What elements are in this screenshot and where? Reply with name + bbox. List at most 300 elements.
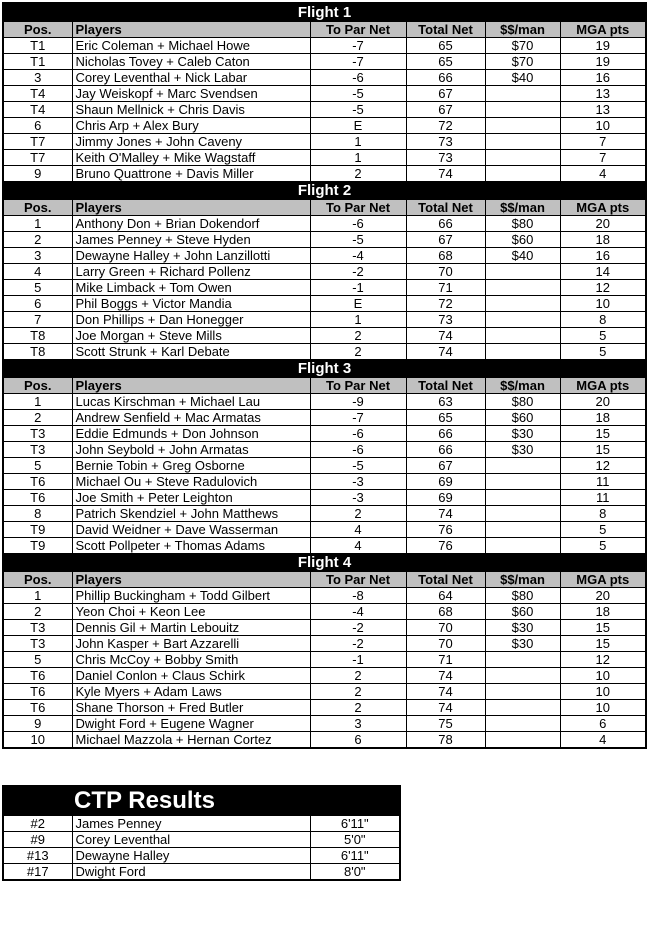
cell-pos: 9 — [3, 166, 72, 182]
cell-to_par: 2 — [310, 328, 406, 344]
cell-players: Dennis Gil + Martin Lebouitz — [72, 620, 310, 636]
column-header-row — [3, 22, 646, 38]
cell-money — [485, 668, 560, 684]
ctp-header-row — [3, 786, 400, 816]
cell-players: Keith O'Malley + Mike Wagstaff — [72, 150, 310, 166]
ctp-cell-distance: 5'0" — [310, 832, 400, 848]
cell-players: Jay Weiskopf + Marc Svendsen — [72, 86, 310, 102]
column-header-to_par: To Par Net — [310, 572, 406, 588]
cell-to_par: -5 — [310, 86, 406, 102]
cell-mga: 6 — [560, 716, 646, 732]
cell-to_par: -9 — [310, 394, 406, 410]
cell-players: Eddie Edmunds + Don Johnson — [72, 426, 310, 442]
cell-total: 74 — [406, 344, 485, 360]
ctp-cell-player: Dwight Ford — [72, 864, 310, 881]
cell-mga: 11 — [560, 490, 646, 506]
ctp-cell-hole: #2 — [3, 816, 72, 832]
cell-money — [485, 522, 560, 538]
result-row — [3, 248, 646, 264]
column-header-pos: Pos. — [3, 378, 72, 394]
cell-pos: 5 — [3, 280, 72, 296]
result-row — [3, 38, 646, 54]
ctp-row — [3, 848, 400, 864]
column-header-mga: MGA pts — [560, 378, 646, 394]
cell-players: Phillip Buckingham + Todd Gilbert — [72, 588, 310, 604]
cell-pos: T1 — [3, 38, 72, 54]
cell-players: Anthony Don + Brian Dokendorf — [72, 216, 310, 232]
cell-pos: T7 — [3, 134, 72, 150]
cell-pos: T8 — [3, 344, 72, 360]
result-row — [3, 458, 646, 474]
result-row — [3, 604, 646, 620]
result-row — [3, 474, 646, 490]
column-header-row — [3, 572, 646, 588]
cell-to_par: 2 — [310, 684, 406, 700]
cell-mga: 15 — [560, 442, 646, 458]
column-header-players: Players — [72, 378, 310, 394]
cell-money — [485, 344, 560, 360]
cell-pos: T6 — [3, 668, 72, 684]
cell-money — [485, 264, 560, 280]
cell-to_par: -1 — [310, 280, 406, 296]
cell-total: 70 — [406, 264, 485, 280]
cell-pos: T6 — [3, 700, 72, 716]
flight-section-row — [3, 3, 646, 22]
cell-mga: 11 — [560, 474, 646, 490]
cell-mga: 10 — [560, 118, 646, 134]
cell-mga: 15 — [560, 636, 646, 652]
column-header-players: Players — [72, 572, 310, 588]
cell-money: $30 — [485, 636, 560, 652]
cell-total: 70 — [406, 636, 485, 652]
cell-pos: 10 — [3, 732, 72, 749]
cell-to_par: 2 — [310, 700, 406, 716]
column-header-mga: MGA pts — [560, 200, 646, 216]
cell-mga: 20 — [560, 588, 646, 604]
cell-total: 66 — [406, 70, 485, 86]
cell-mga: 5 — [560, 344, 646, 360]
cell-mga: 10 — [560, 668, 646, 684]
flight-title: Flight 3 — [3, 360, 646, 378]
ctp-row — [3, 816, 400, 832]
cell-to_par: -6 — [310, 426, 406, 442]
cell-money: $80 — [485, 216, 560, 232]
cell-total: 66 — [406, 216, 485, 232]
column-header-pos: Pos. — [3, 200, 72, 216]
cell-players: Kyle Myers + Adam Laws — [72, 684, 310, 700]
cell-mga: 4 — [560, 166, 646, 182]
cell-money — [485, 166, 560, 182]
cell-pos: T8 — [3, 328, 72, 344]
cell-total: 76 — [406, 538, 485, 554]
result-row — [3, 264, 646, 280]
ctp-cell-player: Dewayne Halley — [72, 848, 310, 864]
flight-section-row — [3, 360, 646, 378]
cell-money: $60 — [485, 604, 560, 620]
cell-pos: 3 — [3, 70, 72, 86]
column-header-players: Players — [72, 200, 310, 216]
cell-to_par: -7 — [310, 54, 406, 70]
result-row — [3, 166, 646, 182]
flight-title: Flight 4 — [3, 554, 646, 572]
result-row — [3, 506, 646, 522]
cell-pos: T6 — [3, 490, 72, 506]
cell-pos: T3 — [3, 636, 72, 652]
cell-total: 65 — [406, 54, 485, 70]
flights-table-body — [3, 3, 646, 748]
result-row — [3, 312, 646, 328]
cell-players: Daniel Conlon + Claus Schirk — [72, 668, 310, 684]
cell-mga: 4 — [560, 732, 646, 749]
cell-pos: 5 — [3, 652, 72, 668]
cell-mga: 19 — [560, 38, 646, 54]
cell-players: Shane Thorson + Fred Butler — [72, 700, 310, 716]
cell-pos: 4 — [3, 264, 72, 280]
result-row — [3, 54, 646, 70]
cell-pos: T9 — [3, 522, 72, 538]
column-header-pos: Pos. — [3, 572, 72, 588]
cell-money: $30 — [485, 426, 560, 442]
ctp-cell-player: Corey Leventhal — [72, 832, 310, 848]
cell-mga: 18 — [560, 604, 646, 620]
cell-total: 76 — [406, 522, 485, 538]
cell-total: 68 — [406, 248, 485, 264]
result-row — [3, 652, 646, 668]
cell-pos: 1 — [3, 394, 72, 410]
cell-total: 64 — [406, 588, 485, 604]
cell-total: 74 — [406, 700, 485, 716]
result-row — [3, 716, 646, 732]
ctp-cell-hole: #17 — [3, 864, 72, 881]
cell-money: $60 — [485, 410, 560, 426]
cell-total: 74 — [406, 328, 485, 344]
cell-money — [485, 458, 560, 474]
cell-money: $40 — [485, 70, 560, 86]
cell-mga: 5 — [560, 328, 646, 344]
ctp-cell-distance: 6'11" — [310, 816, 400, 832]
cell-to_par: E — [310, 296, 406, 312]
cell-total: 67 — [406, 458, 485, 474]
cell-total: 65 — [406, 410, 485, 426]
cell-pos: 2 — [3, 604, 72, 620]
cell-pos: T9 — [3, 538, 72, 554]
column-header-total: Total Net — [406, 22, 485, 38]
cell-total: 70 — [406, 620, 485, 636]
cell-pos: 1 — [3, 216, 72, 232]
column-header-row — [3, 378, 646, 394]
cell-money — [485, 296, 560, 312]
cell-mga: 18 — [560, 410, 646, 426]
cell-players: Andrew Senfield + Mac Armatas — [72, 410, 310, 426]
cell-total: 73 — [406, 134, 485, 150]
result-row — [3, 232, 646, 248]
cell-mga: 15 — [560, 426, 646, 442]
cell-to_par: 2 — [310, 166, 406, 182]
column-header-mga: MGA pts — [560, 572, 646, 588]
cell-pos: T3 — [3, 620, 72, 636]
cell-money — [485, 652, 560, 668]
cell-pos: 1 — [3, 588, 72, 604]
cell-to_par: -6 — [310, 70, 406, 86]
result-row — [3, 70, 646, 86]
cell-mga: 12 — [560, 280, 646, 296]
ctp-cell-hole: #13 — [3, 848, 72, 864]
cell-total: 69 — [406, 490, 485, 506]
cell-to_par: -2 — [310, 264, 406, 280]
result-row — [3, 700, 646, 716]
cell-money: $60 — [485, 232, 560, 248]
flight-section-row — [3, 554, 646, 572]
ctp-cell-player: James Penney — [72, 816, 310, 832]
cell-to_par: -7 — [310, 38, 406, 54]
cell-money: $30 — [485, 442, 560, 458]
cell-players: Dewayne Halley + John Lanzillotti — [72, 248, 310, 264]
cell-pos: 3 — [3, 248, 72, 264]
cell-money: $30 — [485, 620, 560, 636]
ctp-table-body — [3, 786, 400, 880]
cell-total: 66 — [406, 426, 485, 442]
column-header-pos: Pos. — [3, 22, 72, 38]
cell-total: 74 — [406, 668, 485, 684]
cell-mga: 12 — [560, 652, 646, 668]
column-header-to_par: To Par Net — [310, 200, 406, 216]
cell-total: 68 — [406, 604, 485, 620]
cell-total: 67 — [406, 86, 485, 102]
ctp-row — [3, 864, 400, 881]
cell-players: Don Phillips + Dan Honegger — [72, 312, 310, 328]
cell-pos: T6 — [3, 684, 72, 700]
cell-total: 71 — [406, 280, 485, 296]
result-row — [3, 668, 646, 684]
result-row — [3, 328, 646, 344]
cell-money: $70 — [485, 38, 560, 54]
cell-total: 69 — [406, 474, 485, 490]
result-row — [3, 216, 646, 232]
flight-section-row — [3, 182, 646, 200]
cell-mga: 7 — [560, 150, 646, 166]
cell-total: 78 — [406, 732, 485, 749]
cell-to_par: E — [310, 118, 406, 134]
cell-to_par: -1 — [310, 652, 406, 668]
cell-money — [485, 732, 560, 749]
cell-to_par: 6 — [310, 732, 406, 749]
cell-pos: 7 — [3, 312, 72, 328]
cell-to_par: -3 — [310, 474, 406, 490]
ctp-row — [3, 832, 400, 848]
result-row — [3, 394, 646, 410]
cell-players: Bruno Quattrone + Davis Miller — [72, 166, 310, 182]
cell-money — [485, 506, 560, 522]
cell-money — [485, 280, 560, 296]
result-row — [3, 134, 646, 150]
cell-mga: 8 — [560, 312, 646, 328]
cell-to_par: -4 — [310, 248, 406, 264]
cell-money — [485, 86, 560, 102]
cell-money — [485, 102, 560, 118]
cell-money — [485, 700, 560, 716]
column-header-money: $$/man — [485, 22, 560, 38]
cell-money — [485, 312, 560, 328]
cell-players: Nicholas Tovey + Caleb Caton — [72, 54, 310, 70]
cell-pos: T1 — [3, 54, 72, 70]
cell-to_par: 4 — [310, 538, 406, 554]
cell-players: Bernie Tobin + Greg Osborne — [72, 458, 310, 474]
cell-players: David Weidner + Dave Wasserman — [72, 522, 310, 538]
result-row — [3, 732, 646, 749]
ctp-table — [2, 785, 401, 881]
result-row — [3, 620, 646, 636]
cell-players: Eric Coleman + Michael Howe — [72, 38, 310, 54]
cell-players: Lucas Kirschman + Michael Lau — [72, 394, 310, 410]
cell-to_par: 4 — [310, 522, 406, 538]
result-row — [3, 118, 646, 134]
column-header-total: Total Net — [406, 200, 485, 216]
cell-mga: 12 — [560, 458, 646, 474]
cell-to_par: 1 — [310, 150, 406, 166]
column-header-money: $$/man — [485, 378, 560, 394]
cell-mga: 7 — [560, 134, 646, 150]
cell-money: $70 — [485, 54, 560, 70]
cell-total: 74 — [406, 166, 485, 182]
cell-players: John Kasper + Bart Azzarelli — [72, 636, 310, 652]
cell-total: 67 — [406, 102, 485, 118]
cell-pos: 6 — [3, 118, 72, 134]
cell-money — [485, 490, 560, 506]
cell-to_par: -6 — [310, 442, 406, 458]
cell-total: 73 — [406, 150, 485, 166]
cell-total: 71 — [406, 652, 485, 668]
result-row — [3, 410, 646, 426]
cell-mga: 10 — [560, 700, 646, 716]
cell-players: Corey Leventhal + Nick Labar — [72, 70, 310, 86]
cell-money — [485, 474, 560, 490]
column-header-money: $$/man — [485, 572, 560, 588]
cell-total: 72 — [406, 296, 485, 312]
cell-money — [485, 684, 560, 700]
cell-pos: 9 — [3, 716, 72, 732]
result-row — [3, 426, 646, 442]
cell-to_par: -7 — [310, 410, 406, 426]
cell-mga: 8 — [560, 506, 646, 522]
cell-to_par: -2 — [310, 620, 406, 636]
cell-mga: 13 — [560, 102, 646, 118]
cell-total: 66 — [406, 442, 485, 458]
cell-money — [485, 150, 560, 166]
cell-money — [485, 716, 560, 732]
column-header-total: Total Net — [406, 378, 485, 394]
cell-pos: 5 — [3, 458, 72, 474]
cell-to_par: -6 — [310, 216, 406, 232]
cell-pos: T4 — [3, 102, 72, 118]
cell-total: 73 — [406, 312, 485, 328]
cell-mga: 5 — [560, 522, 646, 538]
cell-money — [485, 134, 560, 150]
result-row — [3, 296, 646, 312]
cell-to_par: 3 — [310, 716, 406, 732]
cell-money — [485, 118, 560, 134]
ctp-cell-distance: 8'0" — [310, 864, 400, 881]
cell-money: $80 — [485, 394, 560, 410]
cell-to_par: 1 — [310, 134, 406, 150]
cell-total: 74 — [406, 684, 485, 700]
cell-players: Michael Mazzola + Hernan Cortez — [72, 732, 310, 749]
cell-money — [485, 538, 560, 554]
cell-players: Jimmy Jones + John Caveny — [72, 134, 310, 150]
cell-players: Phil Boggs + Victor Mandia — [72, 296, 310, 312]
cell-total: 74 — [406, 506, 485, 522]
cell-players: Patrich Skendziel + John Matthews — [72, 506, 310, 522]
cell-total: 63 — [406, 394, 485, 410]
cell-mga: 5 — [560, 538, 646, 554]
result-row — [3, 636, 646, 652]
cell-total: 72 — [406, 118, 485, 134]
result-row — [3, 684, 646, 700]
column-header-players: Players — [72, 22, 310, 38]
ctp-cell-distance: 6'11" — [310, 848, 400, 864]
result-row — [3, 538, 646, 554]
cell-players: Chris Arp + Alex Bury — [72, 118, 310, 134]
cell-players: Joe Smith + Peter Leighton — [72, 490, 310, 506]
cell-mga: 10 — [560, 296, 646, 312]
cell-mga: 15 — [560, 620, 646, 636]
cell-mga: 20 — [560, 394, 646, 410]
cell-mga: 19 — [560, 54, 646, 70]
cell-to_par: 2 — [310, 668, 406, 684]
cell-mga: 18 — [560, 232, 646, 248]
column-header-total: Total Net — [406, 572, 485, 588]
cell-players: Larry Green + Richard Pollenz — [72, 264, 310, 280]
cell-players: Dwight Ford + Eugene Wagner — [72, 716, 310, 732]
cell-to_par: 1 — [310, 312, 406, 328]
cell-pos: 8 — [3, 506, 72, 522]
result-row — [3, 280, 646, 296]
cell-pos: T4 — [3, 86, 72, 102]
cell-players: Yeon Choi + Keon Lee — [72, 604, 310, 620]
ctp-title: CTP Results — [3, 786, 400, 816]
result-row — [3, 588, 646, 604]
result-row — [3, 522, 646, 538]
column-header-to_par: To Par Net — [310, 22, 406, 38]
result-row — [3, 86, 646, 102]
flights-table — [2, 2, 647, 749]
cell-players: Michael Ou + Steve Radulovich — [72, 474, 310, 490]
cell-players: Scott Strunk + Karl Debate — [72, 344, 310, 360]
cell-players: Chris McCoy + Bobby Smith — [72, 652, 310, 668]
cell-mga: 16 — [560, 70, 646, 86]
cell-money — [485, 328, 560, 344]
result-row — [3, 150, 646, 166]
cell-pos: T6 — [3, 474, 72, 490]
cell-to_par: -2 — [310, 636, 406, 652]
flight-title: Flight 2 — [3, 182, 646, 200]
column-header-money: $$/man — [485, 200, 560, 216]
cell-mga: 14 — [560, 264, 646, 280]
cell-to_par: 2 — [310, 506, 406, 522]
column-header-mga: MGA pts — [560, 22, 646, 38]
result-row — [3, 344, 646, 360]
cell-players: Scott Pollpeter + Thomas Adams — [72, 538, 310, 554]
cell-to_par: -5 — [310, 232, 406, 248]
cell-pos: 2 — [3, 232, 72, 248]
cell-pos: 2 — [3, 410, 72, 426]
cell-players: Shaun Mellnick + Chris Davis — [72, 102, 310, 118]
cell-players: John Seybold + John Armatas — [72, 442, 310, 458]
cell-total: 67 — [406, 232, 485, 248]
cell-players: Joe Morgan + Steve Mills — [72, 328, 310, 344]
cell-pos: T3 — [3, 426, 72, 442]
cell-pos: 6 — [3, 296, 72, 312]
cell-players: Mike Limback + Tom Owen — [72, 280, 310, 296]
